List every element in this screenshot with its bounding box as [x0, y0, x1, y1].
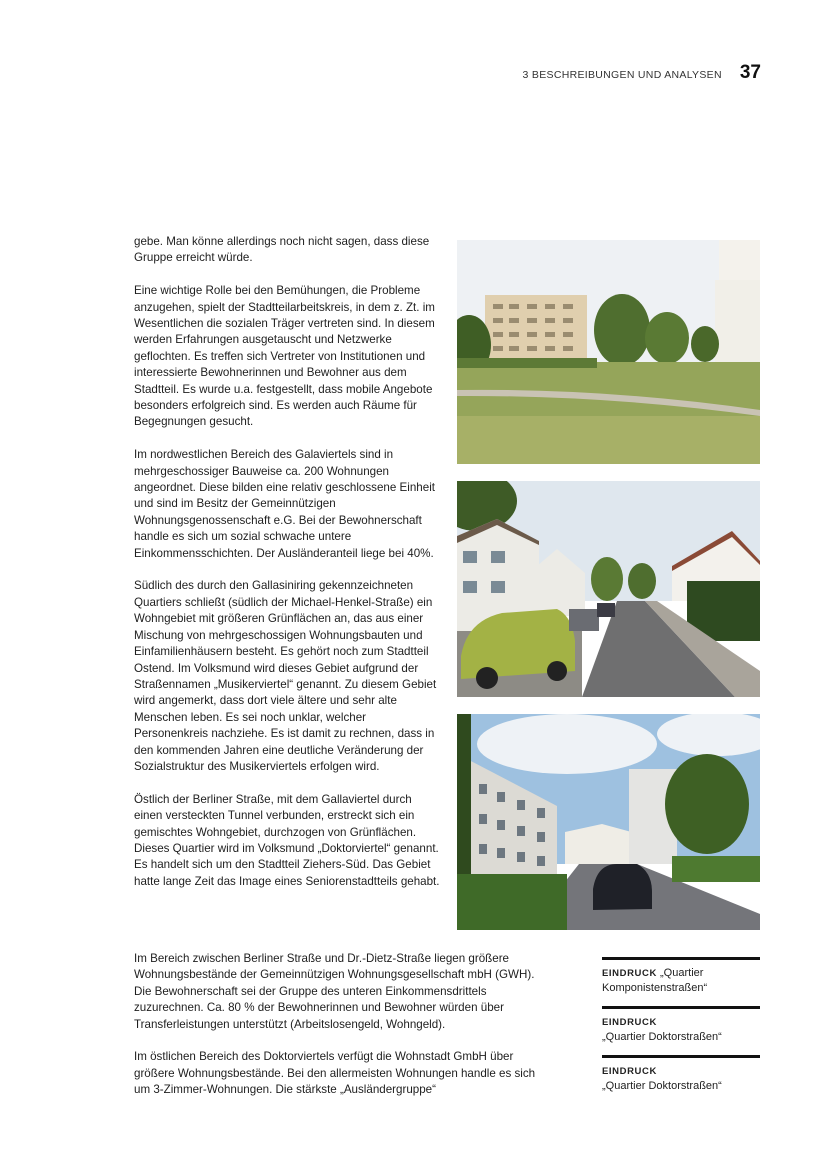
- caption-label: EINDRUCK: [602, 1017, 657, 1028]
- page-number: 37: [739, 62, 761, 83]
- body-column: [134, 234, 440, 907]
- caption-text: „Quartier Doktorstraßen“: [602, 1031, 722, 1043]
- paragraph: Südlich des durch den Gallasiniring gekennzeichneten Quartiers schließt (südlich der Michael-Henkel-Straße) ein Wohngebiet mit größeren Grünflächen an, das aus einer Mischung von mehrgeschossigen Wohnungsbauten und Einfamilienhäusern besteht. Es gehört noch zum Stadtteil Ostend. Im Volksmund wird dieses Gebiet aufgrund der Straßennamen „Musikerviertel“ genannt. Zu diesem Gebiet wird angemerkt, dass dort viele ältere und sehr alte Menschen leben. Es sei noch unklar, welcher Personenkreis nachziehe. Es ist damit zu rechnen, dass in den kommenden Jahren eine deutliche Veränderung der Sozialstruktur des Musikerviertels erfolgen wird.: [134, 579, 437, 773]
- paragraph: Eine wichtige Rolle bei den Bemühungen, die Probleme anzugehen, spielt der Stadtteilarbeitskreis, in dem z. Zt. im Wesentlichen die sozialen Träger vertreten sind. In diesem werden Erfahrungen ausgetauscht und Netzwerke geflochten. Es treffen sich Vertreter von Institutionen und interessierte Bewohnerinnen und Bewohner aus dem Stadtteil. Es wurde u.a. festgestellt, dass mobile Angebote besonders erfolgreich sind. Es werden auch Räume für Begegnungen gesucht.: [134, 284, 435, 429]
- body-wide-column: [134, 951, 552, 1115]
- photo-doktorstrassen-street: [457, 481, 760, 697]
- photo-captions: [602, 957, 760, 1104]
- photo-doktorstrassen-highrise: [457, 714, 760, 930]
- section-title: 3 BESCHREIBUNGEN UND ANALYSEN: [522, 69, 722, 81]
- caption-text: „Quartier Doktorstraßen“: [602, 1080, 722, 1092]
- caption-label: EINDRUCK: [602, 968, 657, 979]
- caption-text: „Quartier Komponistenstraßen“: [602, 967, 708, 994]
- paragraph: Im nordwestlichen Bereich des Galaviertels sind in mehrgeschossiger Bauweise ca. 200 Wohnungen angeordnet. Diese bilden eine relativ geschlossene Einheit und sind im Besitz der Gemeinnützigen Wohnungsgenossenschaft e.G. Bei der Bewohnerschaft handle es sich um sozial schwache untere Einkommensschichten. Der Ausländeranteil liege bei 40%.: [134, 448, 435, 560]
- caption-label: EINDRUCK: [602, 1066, 657, 1077]
- paragraph: Im Bereich zwischen Berliner Straße und Dr.-Dietz-Straße liegen größere Wohnungsbestände der Gemeinnützigen Wohnungsgesellschaft mbH (GWH). Die Bewohnerschaft sei der Gruppe des unteren Einkommensdrittels zuzurechnen. Ca. 80 % der Bewohnerinnen und Bewohner würden über Transferleistungen unterstützt (Arbeitslosengeld, Wohngeld).: [134, 952, 535, 1031]
- paragraph: Östlich der Berliner Straße, mit dem Gallaviertel durch einen versteckten Tunnel verbunden, erstreckt sich ein gemischtes Wohngebiet, durchzogen von Grünflächen. Dieses Quartier wird im Volksmund „Doktorviertel“ genannt. Es handelt sich um den Stadtteil Ziehers-Süd. Das Gebiet hatte lange Zeit das Image eines Seniorenstadtteils gehabt.: [134, 792, 440, 888]
- page-header: [523, 62, 761, 84]
- paragraph: gebe. Man könne allerdings noch nicht sagen, dass diese Gruppe erreicht würde.: [134, 235, 430, 265]
- caption: [602, 1006, 760, 1045]
- photo-komponistenstrassen: [457, 240, 760, 464]
- paragraph: Im östlichen Bereich des Doktorviertels verfügt die Wohnstadt GmbH über größere Wohnungsbestände. Bei den allermeisten Wohnungen handle es sich um 3-Zimmer-Wohnungen. Die stärkste „Ausländergruppe“: [134, 1050, 536, 1097]
- caption: [602, 957, 760, 996]
- caption: [602, 1055, 760, 1094]
